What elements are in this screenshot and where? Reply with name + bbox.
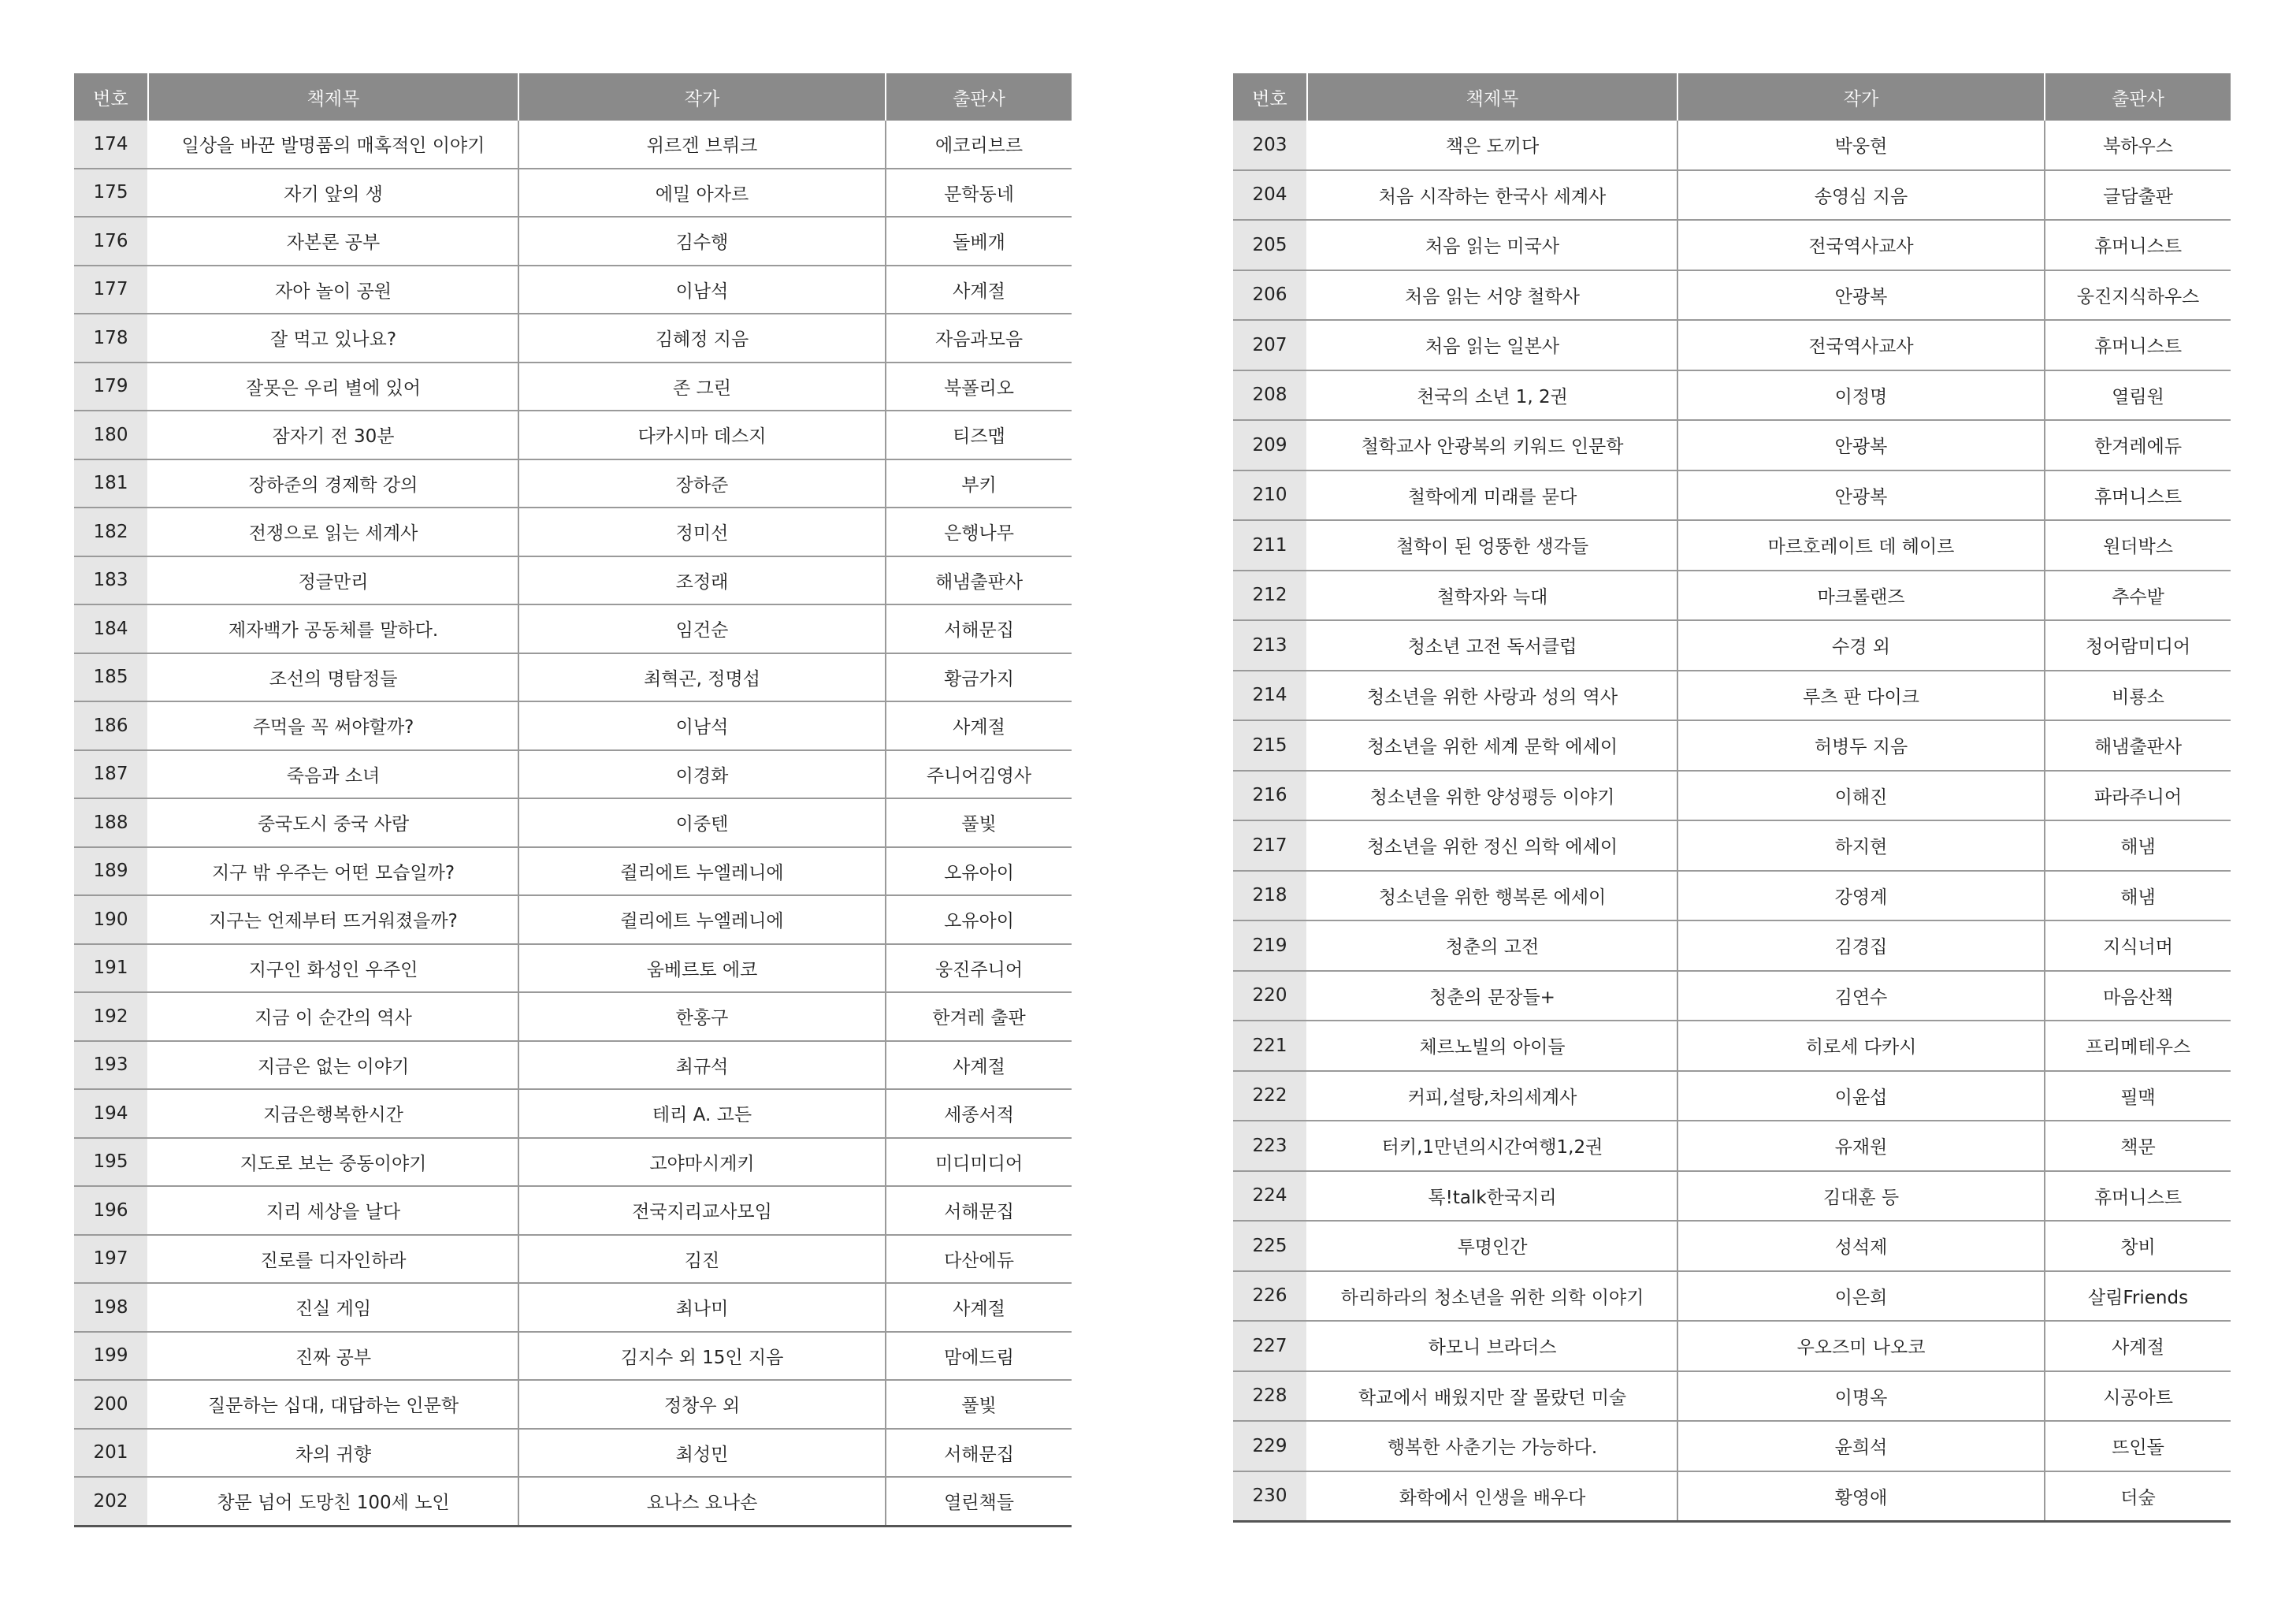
table-row bbox=[1233, 1471, 2231, 1522]
book-publisher: 사계절 bbox=[886, 1041, 1072, 1090]
book-number: 181 bbox=[74, 459, 148, 508]
book-publisher: 사계절 bbox=[886, 266, 1072, 314]
book-publisher: 파라주니어 bbox=[2045, 771, 2231, 821]
table-row bbox=[1233, 1071, 2231, 1121]
book-author: 송영심 지음 bbox=[1677, 170, 2045, 221]
book-author: 루츠 판 다이크 bbox=[1677, 671, 2045, 721]
book-title: 청소년을 위한 정신 의학 에세이 bbox=[1307, 820, 1677, 871]
book-publisher: 북폴리오 bbox=[886, 363, 1072, 411]
book-publisher: 서해문집 bbox=[886, 1186, 1072, 1235]
book-title: 자본론 공부 bbox=[148, 217, 518, 266]
book-publisher: 휴머니스트 bbox=[2045, 220, 2231, 270]
book-author: 김연수 bbox=[1677, 971, 2045, 1021]
book-number: 222 bbox=[1233, 1071, 1307, 1121]
book-publisher: 다산에듀 bbox=[886, 1235, 1072, 1284]
book-title: 하모니 브라더스 bbox=[1307, 1321, 1677, 1371]
table-row bbox=[74, 121, 1072, 169]
book-title: 터키,1만년의시간여행1,2권 bbox=[1307, 1121, 1677, 1171]
table-row bbox=[74, 411, 1072, 459]
table-row bbox=[1233, 470, 2231, 521]
book-title: 책은 도끼다 bbox=[1307, 121, 1677, 170]
book-author: 최성민 bbox=[518, 1429, 886, 1478]
table-row bbox=[74, 701, 1072, 750]
book-number: 209 bbox=[1233, 420, 1307, 470]
book-author: 임건순 bbox=[518, 604, 886, 653]
table-row bbox=[1233, 971, 2231, 1021]
book-author: 한홍구 bbox=[518, 992, 886, 1041]
book-number: 192 bbox=[74, 992, 148, 1041]
table-row bbox=[74, 1283, 1072, 1332]
book-title: 지도로 보는 중동이야기 bbox=[148, 1138, 518, 1187]
header-author: 작가 bbox=[1677, 73, 2045, 121]
table-row bbox=[1233, 170, 2231, 221]
book-publisher: 글담출판 bbox=[2045, 170, 2231, 221]
book-title: 자기 앞의 생 bbox=[148, 169, 518, 218]
book-number: 218 bbox=[1233, 871, 1307, 921]
book-author: 고야마시게키 bbox=[518, 1138, 886, 1187]
book-title: 차의 귀향 bbox=[148, 1429, 518, 1478]
book-number: 176 bbox=[74, 217, 148, 266]
book-title: 청소년을 위한 행복론 에세이 bbox=[1307, 871, 1677, 921]
book-title: 행복한 사춘기는 가능하다. bbox=[1307, 1421, 1677, 1471]
table-row bbox=[1233, 720, 2231, 771]
table-row bbox=[74, 363, 1072, 411]
table-row bbox=[74, 314, 1072, 363]
book-publisher: 필맥 bbox=[2045, 1071, 2231, 1121]
book-publisher: 책문 bbox=[2045, 1121, 2231, 1171]
book-author: 황영애 bbox=[1677, 1471, 2045, 1522]
book-number: 205 bbox=[1233, 220, 1307, 270]
book-number: 230 bbox=[1233, 1471, 1307, 1522]
book-publisher: 사계절 bbox=[2045, 1321, 2231, 1371]
book-number: 215 bbox=[1233, 720, 1307, 771]
book-title: 진로를 디자인하라 bbox=[148, 1235, 518, 1284]
book-publisher: 풀빛 bbox=[886, 1380, 1072, 1429]
table-row bbox=[74, 944, 1072, 993]
book-publisher: 주니어김영사 bbox=[886, 750, 1072, 799]
book-author: 성석제 bbox=[1677, 1221, 2045, 1271]
book-title: 죽음과 소녀 bbox=[148, 750, 518, 799]
book-title: 청춘의 문장들+ bbox=[1307, 971, 1677, 1021]
book-number: 185 bbox=[74, 653, 148, 702]
book-author: 전국역사교사 bbox=[1677, 320, 2045, 370]
book-publisher: 창비 bbox=[2045, 1221, 2231, 1271]
book-publisher: 웅진주니어 bbox=[886, 944, 1072, 993]
table-row bbox=[1233, 920, 2231, 971]
book-author: 이은희 bbox=[1677, 1271, 2045, 1322]
book-publisher: 더숲 bbox=[2045, 1471, 2231, 1522]
table-row bbox=[1233, 370, 2231, 421]
book-title: 처음 읽는 일본사 bbox=[1307, 320, 1677, 370]
book-publisher: 오유아이 bbox=[886, 847, 1072, 896]
book-publisher: 서해문집 bbox=[886, 604, 1072, 653]
table-row bbox=[74, 895, 1072, 944]
table-row bbox=[74, 847, 1072, 896]
book-title: 주먹을 꼭 써야할까? bbox=[148, 701, 518, 750]
book-title: 잠자기 전 30분 bbox=[148, 411, 518, 459]
book-author: 이정명 bbox=[1677, 370, 2045, 421]
table-body-left bbox=[74, 121, 1072, 1526]
book-author: 김수행 bbox=[518, 217, 886, 266]
header-num: 번호 bbox=[74, 73, 148, 121]
book-number: 174 bbox=[74, 121, 148, 169]
book-number: 194 bbox=[74, 1089, 148, 1138]
book-publisher: 마음산책 bbox=[2045, 971, 2231, 1021]
book-author: 최나미 bbox=[518, 1283, 886, 1332]
table-row bbox=[74, 1380, 1072, 1429]
book-number: 196 bbox=[74, 1186, 148, 1235]
book-title: 처음 시작하는 한국사 세계사 bbox=[1307, 170, 1677, 221]
book-title: 진실 게임 bbox=[148, 1283, 518, 1332]
book-title: 전쟁으로 읽는 세계사 bbox=[148, 508, 518, 556]
book-number: 216 bbox=[1233, 771, 1307, 821]
book-title: 처음 읽는 미국사 bbox=[1307, 220, 1677, 270]
book-publisher: 황금가지 bbox=[886, 653, 1072, 702]
book-number: 228 bbox=[1233, 1371, 1307, 1422]
book-number: 219 bbox=[1233, 920, 1307, 971]
book-number: 179 bbox=[74, 363, 148, 411]
book-title: 청소년을 위한 세계 문학 에세이 bbox=[1307, 720, 1677, 771]
table-row bbox=[1233, 620, 2231, 671]
book-number: 197 bbox=[74, 1235, 148, 1284]
book-author: 하지현 bbox=[1677, 820, 2045, 871]
book-number: 208 bbox=[1233, 370, 1307, 421]
book-author: 김지수 외 15인 지음 bbox=[518, 1332, 886, 1381]
table-row bbox=[74, 169, 1072, 218]
book-number: 188 bbox=[74, 798, 148, 847]
book-title: 철학에게 미래를 묻다 bbox=[1307, 470, 1677, 521]
book-publisher: 티즈맵 bbox=[886, 411, 1072, 459]
book-publisher: 풀빛 bbox=[886, 798, 1072, 847]
book-number: 178 bbox=[74, 314, 148, 363]
table-row bbox=[74, 750, 1072, 799]
book-author: 이윤섭 bbox=[1677, 1071, 2045, 1121]
table-row bbox=[1233, 121, 2231, 170]
table-row bbox=[1233, 1371, 2231, 1422]
book-title: 창문 넘어 도망친 100세 노인 bbox=[148, 1477, 518, 1526]
book-publisher: 살림Friends bbox=[2045, 1271, 2231, 1322]
table-row bbox=[74, 1186, 1072, 1235]
book-number: 184 bbox=[74, 604, 148, 653]
book-number: 182 bbox=[74, 508, 148, 556]
book-title: 정글만리 bbox=[148, 556, 518, 605]
book-number: 180 bbox=[74, 411, 148, 459]
book-author: 요나스 요나손 bbox=[518, 1477, 886, 1526]
table-row bbox=[74, 1332, 1072, 1381]
table-row bbox=[74, 653, 1072, 702]
book-number: 189 bbox=[74, 847, 148, 896]
book-author: 윤희석 bbox=[1677, 1421, 2045, 1471]
book-title: 자아 놀이 공원 bbox=[148, 266, 518, 314]
book-author: 장하준 bbox=[518, 459, 886, 508]
book-publisher: 비룡소 bbox=[2045, 671, 2231, 721]
book-author: 마크롤랜즈 bbox=[1677, 571, 2045, 621]
book-title: 지금 이 순간의 역사 bbox=[148, 992, 518, 1041]
book-title: 하리하라의 청소년을 위한 의학 이야기 bbox=[1307, 1271, 1677, 1322]
table-row bbox=[74, 556, 1072, 605]
table-row bbox=[74, 217, 1072, 266]
table-row bbox=[1233, 571, 2231, 621]
table-row bbox=[1233, 270, 2231, 321]
book-publisher: 오유아이 bbox=[886, 895, 1072, 944]
book-number: 223 bbox=[1233, 1121, 1307, 1171]
book-publisher: 추수밭 bbox=[2045, 571, 2231, 621]
book-title: 제자백가 공동체를 말하다. bbox=[148, 604, 518, 653]
book-publisher: 에코리브르 bbox=[886, 121, 1072, 169]
book-author: 안광복 bbox=[1677, 270, 2045, 321]
book-number: 211 bbox=[1233, 520, 1307, 571]
book-title: 투명인간 bbox=[1307, 1221, 1677, 1271]
table-row bbox=[1233, 671, 2231, 721]
book-number: 213 bbox=[1233, 620, 1307, 671]
book-title: 질문하는 십대, 대답하는 인문학 bbox=[148, 1380, 518, 1429]
book-title: 청춘의 고전 bbox=[1307, 920, 1677, 971]
table-row bbox=[74, 459, 1072, 508]
book-number: 187 bbox=[74, 750, 148, 799]
header-title: 책제목 bbox=[1307, 73, 1677, 121]
book-author: 안광복 bbox=[1677, 420, 2045, 470]
book-author: 이경화 bbox=[518, 750, 886, 799]
book-title: 화학에서 인생을 배우다 bbox=[1307, 1471, 1677, 1522]
table-row bbox=[1233, 771, 2231, 821]
book-title: 지구는 언제부터 뜨거워졌을까? bbox=[148, 895, 518, 944]
book-number: 221 bbox=[1233, 1021, 1307, 1071]
table-row bbox=[1233, 420, 2231, 470]
book-author: 이해진 bbox=[1677, 771, 2045, 821]
book-publisher: 문학동네 bbox=[886, 169, 1072, 218]
book-publisher: 프리메테우스 bbox=[2045, 1021, 2231, 1071]
book-author: 다카시마 데스지 bbox=[518, 411, 886, 459]
table-header-row bbox=[74, 73, 1072, 121]
book-title: 청소년을 위한 양성평등 이야기 bbox=[1307, 771, 1677, 821]
book-publisher: 자음과모음 bbox=[886, 314, 1072, 363]
book-author: 박웅현 bbox=[1677, 121, 2045, 170]
book-publisher: 돌베개 bbox=[886, 217, 1072, 266]
book-author: 김경집 bbox=[1677, 920, 2045, 971]
book-number: 214 bbox=[1233, 671, 1307, 721]
header-publisher: 출판사 bbox=[2045, 73, 2231, 121]
book-title: 지금은행복한시간 bbox=[148, 1089, 518, 1138]
book-publisher: 북하우스 bbox=[2045, 121, 2231, 170]
book-publisher: 해냄 bbox=[2045, 871, 2231, 921]
book-publisher: 은행나무 bbox=[886, 508, 1072, 556]
book-publisher: 원더박스 bbox=[2045, 520, 2231, 571]
table-row bbox=[1233, 1221, 2231, 1271]
book-number: 190 bbox=[74, 895, 148, 944]
header-author: 작가 bbox=[518, 73, 886, 121]
book-publisher: 휴머니스트 bbox=[2045, 470, 2231, 521]
book-number: 186 bbox=[74, 701, 148, 750]
book-number: 201 bbox=[74, 1429, 148, 1478]
book-number: 204 bbox=[1233, 170, 1307, 221]
book-title: 잘못은 우리 별에 있어 bbox=[148, 363, 518, 411]
book-number: 202 bbox=[74, 1477, 148, 1526]
book-number: 195 bbox=[74, 1138, 148, 1187]
book-author: 정창우 외 bbox=[518, 1380, 886, 1429]
book-title: 철학자와 늑대 bbox=[1307, 571, 1677, 621]
book-title: 지구인 화성인 우주인 bbox=[148, 944, 518, 993]
book-publisher: 휴머니스트 bbox=[2045, 1171, 2231, 1222]
book-title: 톡!talk한국지리 bbox=[1307, 1171, 1677, 1222]
book-number: 225 bbox=[1233, 1221, 1307, 1271]
book-number: 226 bbox=[1233, 1271, 1307, 1322]
table-row bbox=[74, 1477, 1072, 1526]
table-row bbox=[1233, 220, 2231, 270]
table-row bbox=[74, 798, 1072, 847]
book-author: 수경 외 bbox=[1677, 620, 2045, 671]
table-row bbox=[74, 1041, 1072, 1090]
book-publisher: 사계절 bbox=[886, 701, 1072, 750]
book-author: 쥘리에트 누엘레니에 bbox=[518, 895, 886, 944]
book-number: 224 bbox=[1233, 1171, 1307, 1222]
table-row bbox=[1233, 320, 2231, 370]
book-author: 정미선 bbox=[518, 508, 886, 556]
book-publisher: 해냄출판사 bbox=[886, 556, 1072, 605]
table-row bbox=[1233, 1171, 2231, 1222]
book-number: 203 bbox=[1233, 121, 1307, 170]
book-author: 움베르토 에코 bbox=[518, 944, 886, 993]
book-author: 테리 A. 고든 bbox=[518, 1089, 886, 1138]
book-title: 처음 읽는 서양 철학사 bbox=[1307, 270, 1677, 321]
table-row bbox=[1233, 1421, 2231, 1471]
book-title: 체르노빌의 아이들 bbox=[1307, 1021, 1677, 1071]
book-title: 장하준의 경제학 강의 bbox=[148, 459, 518, 508]
book-publisher: 해냄출판사 bbox=[2045, 720, 2231, 771]
book-author: 이남석 bbox=[518, 701, 886, 750]
book-publisher: 한겨레 출판 bbox=[886, 992, 1072, 1041]
book-publisher: 시공아트 bbox=[2045, 1371, 2231, 1422]
book-publisher: 맘에드림 bbox=[886, 1332, 1072, 1381]
book-publisher: 뜨인돌 bbox=[2045, 1421, 2231, 1471]
book-number: 200 bbox=[74, 1380, 148, 1429]
book-publisher: 사계절 bbox=[886, 1283, 1072, 1332]
book-number: 207 bbox=[1233, 320, 1307, 370]
book-publisher: 미디미디어 bbox=[886, 1138, 1072, 1187]
book-publisher: 청어람미디어 bbox=[2045, 620, 2231, 671]
table-row bbox=[1233, 1121, 2231, 1171]
book-number: 199 bbox=[74, 1332, 148, 1381]
book-author: 유재원 bbox=[1677, 1121, 2045, 1171]
book-number: 177 bbox=[74, 266, 148, 314]
book-publisher: 열린책들 bbox=[886, 1477, 1072, 1526]
table-body-right bbox=[1233, 121, 2231, 1522]
book-publisher: 세종서적 bbox=[886, 1089, 1072, 1138]
book-title: 지리 세상을 날다 bbox=[148, 1186, 518, 1235]
book-author: 이남석 bbox=[518, 266, 886, 314]
book-publisher: 서해문집 bbox=[886, 1429, 1072, 1478]
book-author: 전국지리교사모임 bbox=[518, 1186, 886, 1235]
book-author: 에밀 아자르 bbox=[518, 169, 886, 218]
book-number: 227 bbox=[1233, 1321, 1307, 1371]
book-author: 강영계 bbox=[1677, 871, 2045, 921]
book-number: 212 bbox=[1233, 571, 1307, 621]
table-row bbox=[1233, 871, 2231, 921]
book-author: 위르겐 브뤼크 bbox=[518, 121, 886, 169]
book-table-right bbox=[1233, 73, 2231, 1523]
header-num: 번호 bbox=[1233, 73, 1307, 121]
book-number: 175 bbox=[74, 169, 148, 218]
table-row bbox=[1233, 520, 2231, 571]
book-publisher: 웅진지식하우스 bbox=[2045, 270, 2231, 321]
book-title: 잘 먹고 있나요? bbox=[148, 314, 518, 363]
book-number: 220 bbox=[1233, 971, 1307, 1021]
header-title: 책제목 bbox=[148, 73, 518, 121]
table-row bbox=[1233, 1021, 2231, 1071]
book-title: 커피,설탕,차의세계사 bbox=[1307, 1071, 1677, 1121]
table-row bbox=[74, 604, 1072, 653]
book-author: 이명옥 bbox=[1677, 1371, 2045, 1422]
book-number: 210 bbox=[1233, 470, 1307, 521]
book-title: 진짜 공부 bbox=[148, 1332, 518, 1381]
book-author: 존 그린 bbox=[518, 363, 886, 411]
table-row bbox=[1233, 1321, 2231, 1371]
book-publisher: 한겨레에듀 bbox=[2045, 420, 2231, 470]
book-number: 217 bbox=[1233, 820, 1307, 871]
book-publisher: 열림원 bbox=[2045, 370, 2231, 421]
book-publisher: 부키 bbox=[886, 459, 1072, 508]
book-publisher: 지식너머 bbox=[2045, 920, 2231, 971]
book-table-left bbox=[74, 73, 1072, 1527]
book-author: 히로세 다카시 bbox=[1677, 1021, 2045, 1071]
table-row bbox=[74, 1089, 1072, 1138]
table-row bbox=[74, 1138, 1072, 1187]
book-title: 조선의 명탐정들 bbox=[148, 653, 518, 702]
book-number: 183 bbox=[74, 556, 148, 605]
table-row bbox=[74, 508, 1072, 556]
book-title: 지구 밖 우주는 어떤 모습일까? bbox=[148, 847, 518, 896]
table-row bbox=[1233, 820, 2231, 871]
book-author: 김진 bbox=[518, 1235, 886, 1284]
book-title: 청소년을 위한 사랑과 성의 역사 bbox=[1307, 671, 1677, 721]
table-row bbox=[74, 1235, 1072, 1284]
book-publisher: 해냄 bbox=[2045, 820, 2231, 871]
book-title: 천국의 소년 1, 2권 bbox=[1307, 370, 1677, 421]
table-row bbox=[1233, 1271, 2231, 1322]
book-number: 193 bbox=[74, 1041, 148, 1090]
table-row bbox=[74, 992, 1072, 1041]
book-author: 허병두 지음 bbox=[1677, 720, 2045, 771]
book-author: 김혜정 지음 bbox=[518, 314, 886, 363]
book-author: 김대훈 등 bbox=[1677, 1171, 2045, 1222]
header-publisher: 출판사 bbox=[886, 73, 1072, 121]
book-author: 안광복 bbox=[1677, 470, 2045, 521]
book-author: 이중텐 bbox=[518, 798, 886, 847]
table-row bbox=[74, 266, 1072, 314]
table-row bbox=[74, 1429, 1072, 1478]
book-title: 지금은 없는 이야기 bbox=[148, 1041, 518, 1090]
book-author: 우오즈미 나오코 bbox=[1677, 1321, 2045, 1371]
book-number: 191 bbox=[74, 944, 148, 993]
book-author: 전국역사교사 bbox=[1677, 220, 2045, 270]
book-title: 중국도시 중국 사람 bbox=[148, 798, 518, 847]
book-publisher: 휴머니스트 bbox=[2045, 320, 2231, 370]
table-header-row bbox=[1233, 73, 2231, 121]
book-author: 쥘리에트 누엘레니에 bbox=[518, 847, 886, 896]
book-author: 최혁곤, 정명섭 bbox=[518, 653, 886, 702]
book-author: 마르호레이트 데 헤이르 bbox=[1677, 520, 2045, 571]
book-title: 철학교사 안광복의 키워드 인문학 bbox=[1307, 420, 1677, 470]
book-author: 최규석 bbox=[518, 1041, 886, 1090]
book-title: 철학이 된 엉뚱한 생각들 bbox=[1307, 520, 1677, 571]
book-author: 조정래 bbox=[518, 556, 886, 605]
book-number: 206 bbox=[1233, 270, 1307, 321]
book-title: 학교에서 배웠지만 잘 몰랐던 미술 bbox=[1307, 1371, 1677, 1422]
book-title: 일상을 바꾼 발명품의 매혹적인 이야기 bbox=[148, 121, 518, 169]
book-number: 229 bbox=[1233, 1421, 1307, 1471]
book-number: 198 bbox=[74, 1283, 148, 1332]
book-title: 청소년 고전 독서클럽 bbox=[1307, 620, 1677, 671]
